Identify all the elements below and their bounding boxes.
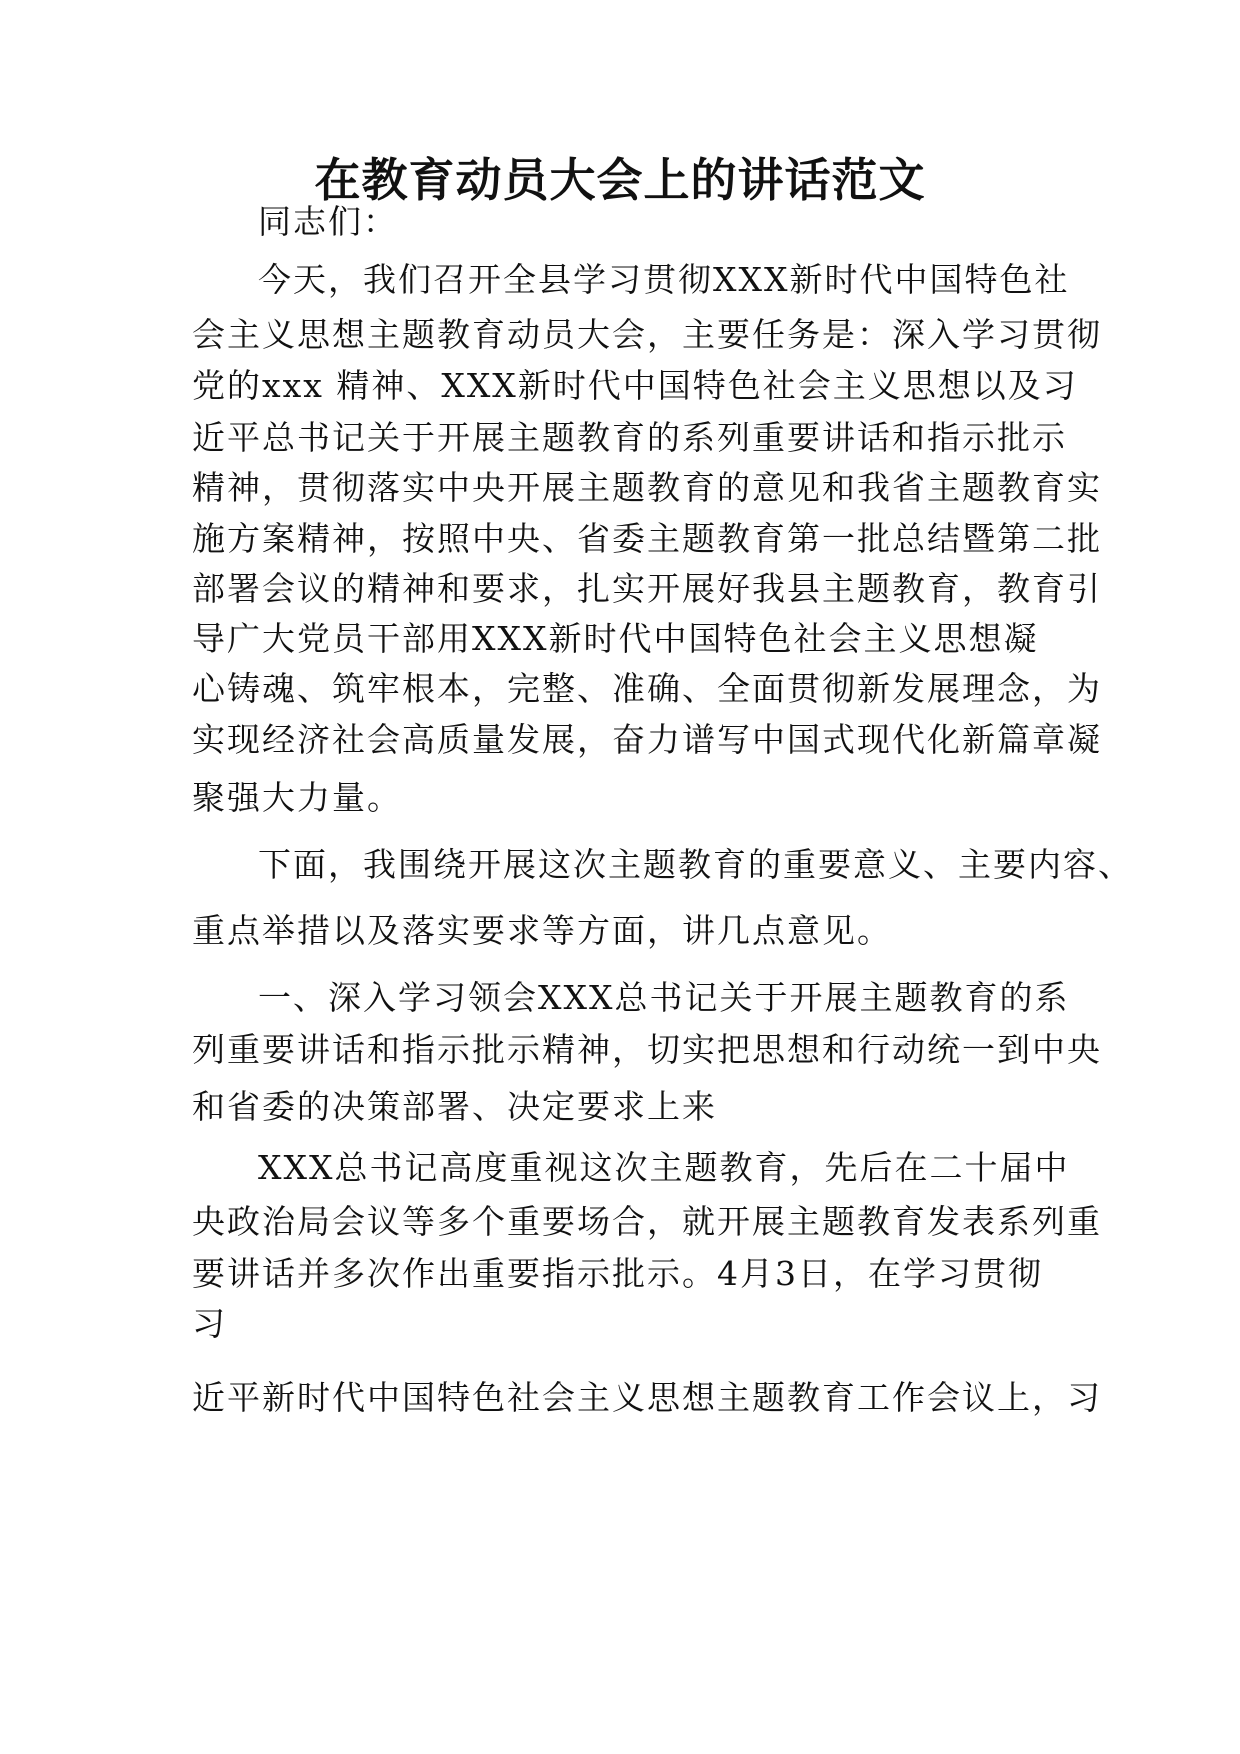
paragraph-line: 央政治局会议等多个重要场合，就开展主题教育发表系列重	[192, 1202, 1102, 1241]
paragraph-line: 近平新时代中国特色社会主义思想主题教育工作会议上，习	[192, 1378, 1102, 1417]
paragraph-line: 近平总书记关于开展主题教育的系列重要讲话和指示批示	[192, 418, 1067, 457]
paragraph-line: 下面，我围绕开展这次主题教育的重要意义、主要内容、	[258, 845, 1133, 884]
paragraph-line: 要讲话并多次作出重要指示批示。4月3日，在学习贯彻	[192, 1254, 1043, 1293]
paragraph-line: 习	[192, 1304, 227, 1343]
paragraph-line: 导广大党员干部用XXX新时代中国特色社会主义思想凝	[192, 619, 1039, 658]
paragraph-line: 实现经济社会高质量发展，奋力谱写中国式现代化新篇章凝	[192, 720, 1102, 759]
paragraph-line: 会主义思想主题教育动员大会，主要任务是：深入学习贯彻	[192, 315, 1102, 354]
paragraph-line: XXX总书记高度重视这次主题教育，先后在二十届中	[258, 1148, 1070, 1187]
document-title: 在教育动员大会上的讲话范文	[314, 153, 926, 207]
paragraph-line: 施方案精神，按照中央、省委主题教育第一批总结暨第二批	[192, 519, 1102, 558]
paragraph-line: 精神，贯彻落实中央开展主题教育的意见和我省主题教育实	[192, 468, 1102, 507]
paragraph-line: 部署会议的精神和要求，扎实开展好我县主题教育，教育引	[192, 569, 1102, 608]
salutation: 同志们：	[258, 202, 398, 241]
paragraph-line: 重点举措以及落实要求等方面，讲几点意见。	[192, 911, 892, 950]
section-heading-line: 列重要讲话和指示批示精神，切实把思想和行动统一到中央	[192, 1030, 1102, 1069]
paragraph-line: 聚强大力量。	[192, 778, 402, 817]
paragraph-line: 党的xxx 精神、XXX新时代中国特色社会主义思想以及习	[192, 366, 1078, 405]
paragraph-line: 今天，我们召开全县学习贯彻XXX新时代中国特色社	[258, 260, 1070, 299]
section-heading-line: 和省委的决策部署、决定要求上来	[192, 1087, 717, 1126]
section-heading-line: 一、深入学习领会XXX总书记关于开展主题教育的系	[258, 978, 1070, 1017]
paragraph-line: 心铸魂、筑牢根本，完整、准确、全面贯彻新发展理念，为	[192, 669, 1102, 708]
